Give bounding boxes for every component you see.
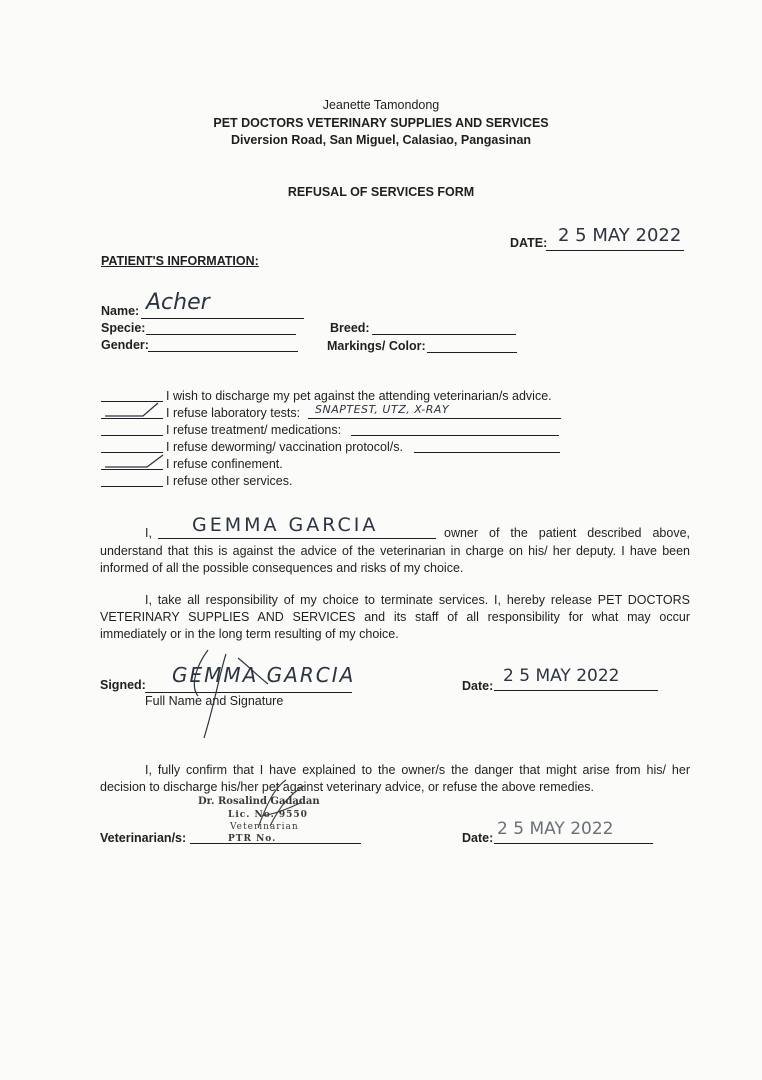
name-line bbox=[141, 318, 304, 319]
clinic-owner-name: Jeanette Tamondong bbox=[322, 98, 440, 112]
statement-line1-tail: owner of the patient described above, bbox=[444, 526, 690, 540]
vet-signature-scribble bbox=[252, 776, 312, 836]
release-paragraph: I, take all responsibility of my choice to terminate services. I, hereby release PET DOCTORS VETERINARY SUPPLIES AND SERVICES and its staff of all responsibility for what may occur immediately or in the long term resulting of my choice. bbox=[100, 593, 690, 641]
veterinarian-line bbox=[190, 843, 361, 844]
refusal-item-text: I refuse treatment/ medications: bbox=[166, 423, 342, 437]
stamp-license: Lic. No. 9550 bbox=[228, 810, 308, 820]
patient-name-value[interactable]: Acher bbox=[146, 290, 210, 315]
checkmark-icon bbox=[103, 401, 161, 419]
confirmation-paragraph: I, fully confirm that I have explained to the owner/s the danger that might arise from his/ her decision to discharge his/her pet against veterinary advice, or refuse the above remedies. bbox=[100, 763, 690, 794]
specie-label: Specie: bbox=[101, 321, 146, 335]
clinic-business-name: PET DOCTORS VETERINARY SUPPLIES AND SERVICES bbox=[213, 116, 549, 130]
refusal-item-text: I refuse other services. bbox=[166, 474, 293, 488]
refusal-item-text: I wish to discharge my pet against the attending veterinarian/s advice. bbox=[166, 389, 552, 403]
vet-date-line bbox=[494, 843, 653, 844]
date-line bbox=[546, 250, 684, 251]
gender-line[interactable] bbox=[148, 351, 298, 352]
treatment-line[interactable] bbox=[351, 435, 559, 436]
refusal-item-text: I refuse laboratory tests: bbox=[166, 406, 301, 420]
vet-date-value[interactable]: 2 5 MAY 2022 bbox=[497, 819, 614, 839]
signed-date-label: Date: bbox=[462, 679, 494, 693]
form-title: REFUSAL OF SERVICES FORM bbox=[287, 185, 475, 199]
signature-value[interactable]: GEMMA GARCIA bbox=[172, 663, 356, 687]
signed-label: Signed: bbox=[100, 678, 146, 692]
stamp-ptr: PTR No. bbox=[228, 834, 277, 844]
clinic-address: Diversion Road, San Miguel, Calasiao, Pangasinan bbox=[230, 133, 532, 147]
signed-date-value[interactable]: 2 5 MAY 2022 bbox=[503, 666, 620, 686]
refusal-check-line[interactable] bbox=[101, 435, 163, 436]
checkmark-icon bbox=[103, 452, 165, 470]
lab-tests-line[interactable] bbox=[308, 418, 561, 419]
owner-name-line bbox=[158, 538, 436, 539]
markings-label: Markings/ Color: bbox=[327, 339, 426, 353]
gender-label: Gender: bbox=[101, 338, 149, 352]
markings-line[interactable] bbox=[427, 352, 517, 353]
statement-body: understand that this is against the advice of the veterinarian in charge on his/ her deputy. I have been informed of all the possible consequences and risks of my choice. bbox=[100, 544, 690, 575]
statement-prefix: I, bbox=[145, 526, 152, 540]
patient-info-heading: PATIENT'S INFORMATION: bbox=[101, 254, 259, 268]
name-label: Name: bbox=[101, 304, 140, 318]
breed-label: Breed: bbox=[330, 321, 370, 335]
specie-line[interactable] bbox=[146, 334, 296, 335]
signature-caption: Full Name and Signature bbox=[145, 694, 284, 708]
breed-line[interactable] bbox=[372, 334, 516, 335]
date-label: DATE: bbox=[510, 236, 548, 250]
signed-date-line bbox=[494, 690, 658, 691]
refusal-check-line[interactable] bbox=[101, 486, 163, 487]
vet-date-label: Date: bbox=[462, 831, 494, 845]
owner-name-value[interactable]: GEMMA GARCIA bbox=[192, 514, 379, 536]
lab-tests-value[interactable]: SNAPTEST, UTZ, X-RAY bbox=[315, 403, 450, 416]
deworming-line[interactable] bbox=[414, 452, 560, 453]
date-value[interactable]: 2 5 MAY 2022 bbox=[558, 225, 682, 246]
stamp-vet-name: Dr. Rosalind Gadadan bbox=[198, 796, 320, 807]
stamp-role: Veterinarian bbox=[230, 822, 299, 832]
refusal-item-text: I refuse confinement. bbox=[166, 457, 283, 471]
refusal-item-text: I refuse deworming/ vaccination protocol/s. bbox=[166, 440, 403, 454]
veterinarian-label: Veterinarian/s: bbox=[100, 831, 187, 845]
